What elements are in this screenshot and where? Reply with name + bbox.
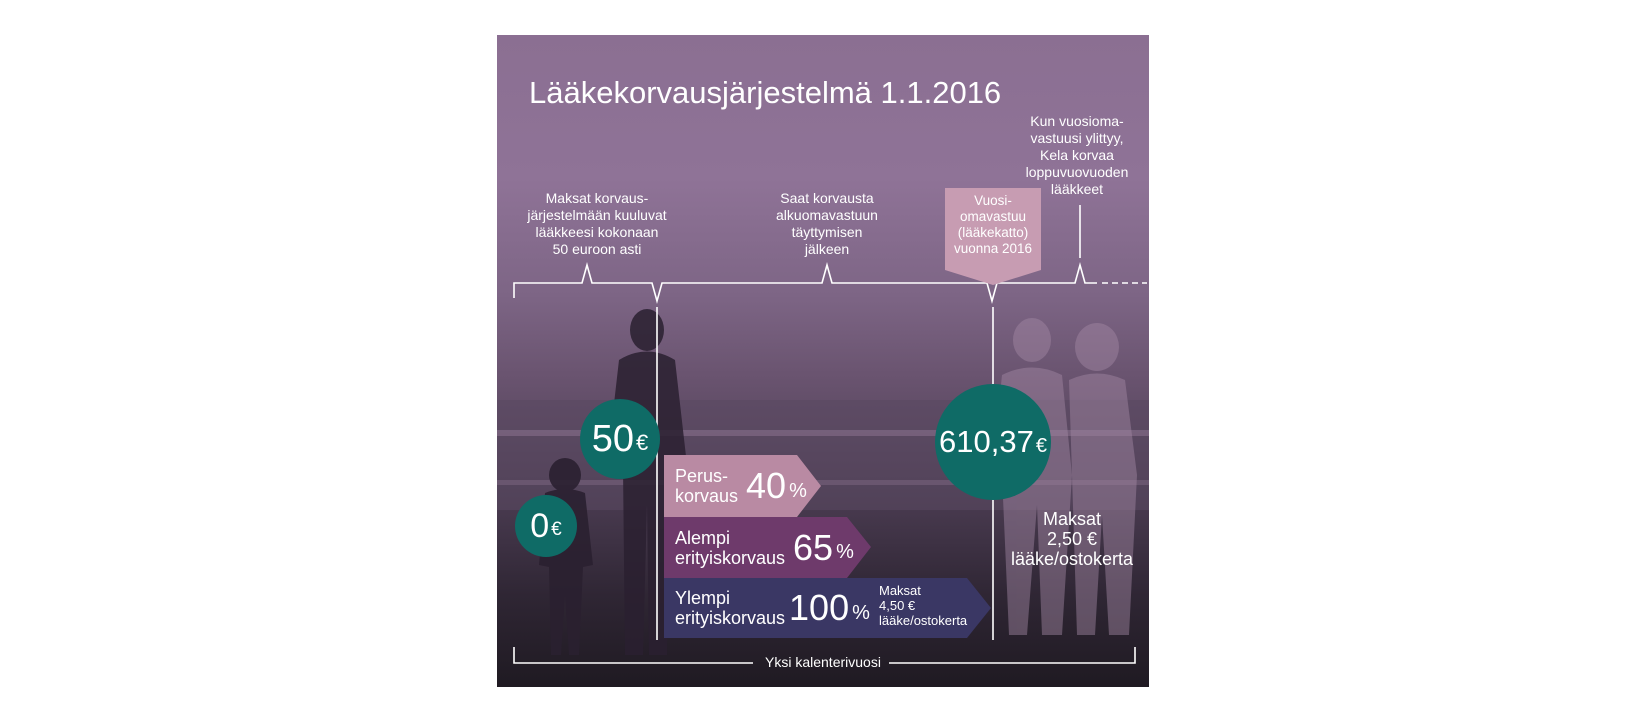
band-lower-special-unit: % xyxy=(836,541,854,563)
infographic-panel xyxy=(497,35,1149,687)
note-after-cap: Kun vuosioma- vastuusi ylittyy, Kela korvaa loppuvuovuoden lääkkeet xyxy=(1025,113,1129,197)
amount-zero-unit: € xyxy=(551,519,562,540)
amount-fifty-unit: € xyxy=(636,430,649,455)
note-until-50: Maksat korvaus- järjestelmään kuuluvat lääkkeesi kokonaan 50 euroon asti xyxy=(527,190,667,257)
amount-cap-value: 610,37 xyxy=(939,424,1034,459)
band-basic xyxy=(675,455,807,517)
band-basic-value: 40 xyxy=(746,465,787,506)
calendar-year-label: Yksi kalenterivuosi xyxy=(765,654,881,670)
amount-cap-unit: € xyxy=(1035,434,1047,457)
band-higher-special-value: 100 xyxy=(789,587,850,628)
cap-box-label: Vuosi- omavastuu (lääkekatto) vuonna 2016 xyxy=(953,193,1033,256)
band-lower-special-label: Alempi erityiskorvaus xyxy=(675,527,786,568)
band-higher-special-unit: % xyxy=(852,601,870,624)
amount-fifty-value: 50 xyxy=(591,417,635,460)
band-lower-special xyxy=(675,517,854,578)
fee-large-note: Maksat 2,50 € lääke/ostokerta xyxy=(1010,509,1134,569)
band-basic-unit: % xyxy=(789,479,807,502)
page-title: Lääkekorvausjärjestelmä 1.1.2016 xyxy=(529,75,1002,110)
band-higher-special-label: Ylempi erityiskorvaus xyxy=(675,588,786,628)
note-after-deductible: Saat korvausta alkuomavastuun täyttymisen jälkeen xyxy=(776,190,878,257)
amount-zero-value: 0 xyxy=(530,506,550,545)
fee-small-note: Maksat 4,50 € lääke/ostokerta xyxy=(879,583,968,628)
band-higher-special xyxy=(675,578,870,638)
band-basic-label: Perus- korvaus xyxy=(675,466,739,506)
band-lower-special-value: 65 xyxy=(793,526,834,568)
